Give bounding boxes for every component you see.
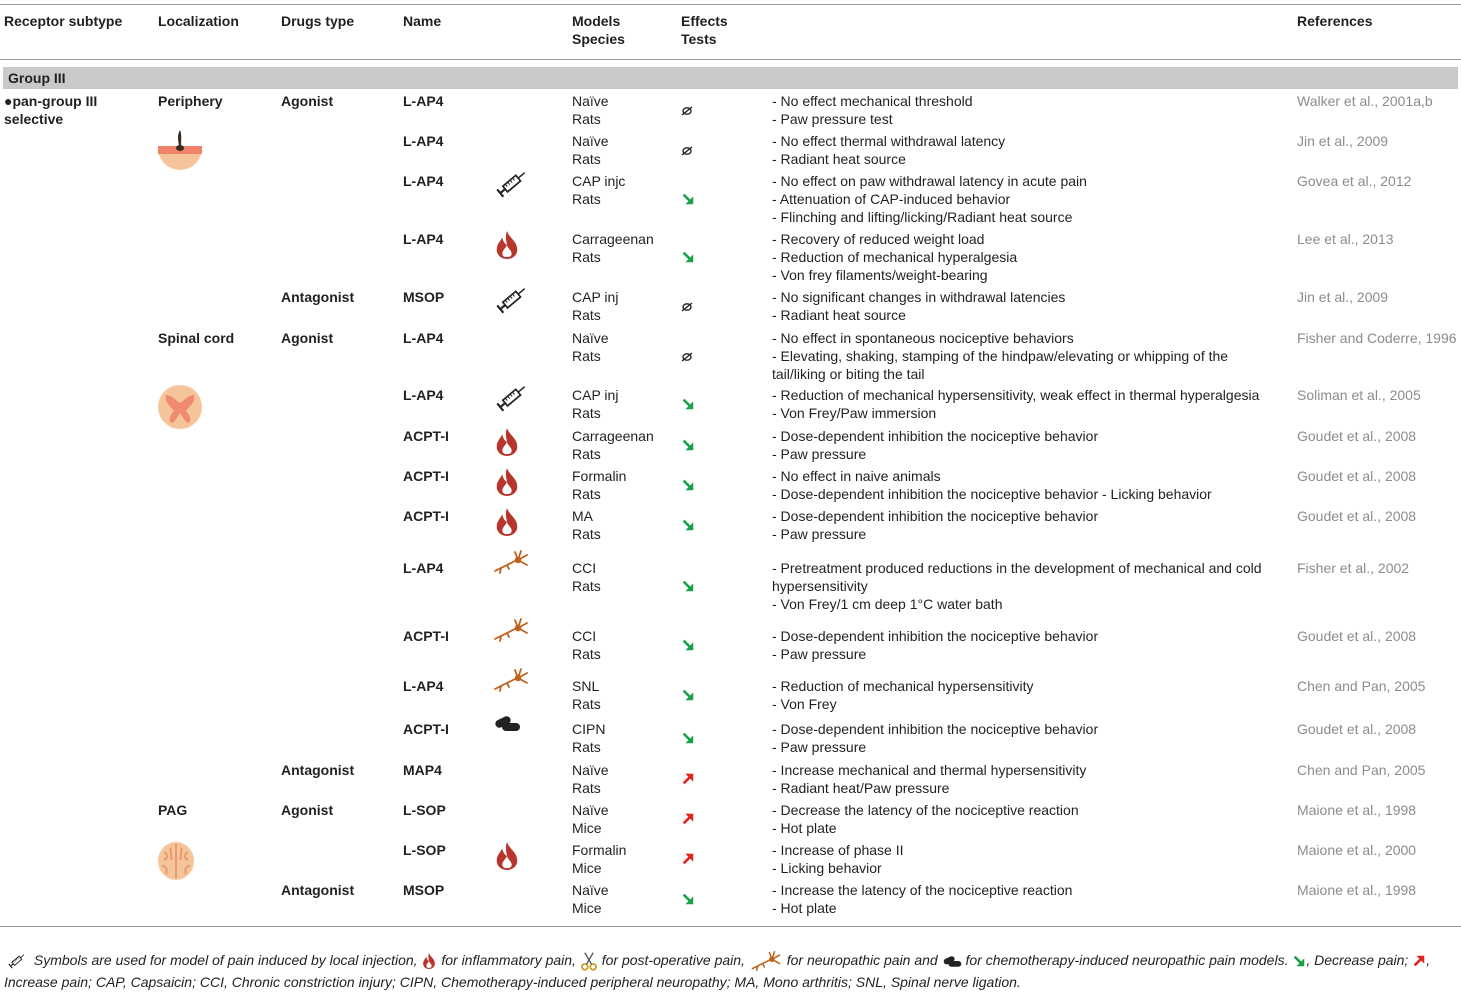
test-line: - Licking behavior xyxy=(772,860,882,876)
drug-name: L-AP4 xyxy=(403,231,444,247)
footnote-text-neuropathic: for neuropathic pain and xyxy=(786,952,938,968)
effect-tests xyxy=(772,92,973,128)
drug-type-antagonist: Antagonist xyxy=(281,289,355,305)
header-receptor: Receptor subtype xyxy=(4,13,123,29)
no-effect-icon xyxy=(681,143,693,161)
footnote-line1 xyxy=(4,950,1458,972)
model-species xyxy=(572,841,626,877)
species-label: Rats xyxy=(572,191,601,207)
footnote-line2: Increase pain; CAP, Capsaicin; CCI, Chronic constriction injury; CIPN, Chemotherapy-induced peripheral neuropathy; MA, Mono arthritis; SNL, Spinal nerve ligation. xyxy=(4,974,1021,991)
top-rule xyxy=(0,4,1461,5)
header-name: Name xyxy=(403,13,442,29)
decrease-arrow-icon xyxy=(681,892,695,911)
reference: Goudet et al., 2008 xyxy=(1297,468,1417,484)
test-line: - Attenuation of CAP-induced behavior xyxy=(772,191,1011,207)
test-line: - Pretreatment produced reductions in the development of mechanical and cold xyxy=(772,560,1262,576)
drug-type-agonist: Agonist xyxy=(281,330,334,346)
model-species xyxy=(572,386,618,422)
syringe-icon xyxy=(494,280,530,325)
decrease-arrow-icon xyxy=(1292,954,1306,968)
species-label: Mice xyxy=(572,860,602,876)
receptor-subtype xyxy=(4,92,97,128)
model-label: CAP inj xyxy=(572,387,619,403)
species-label: Rats xyxy=(572,526,601,542)
drug-type-antagonist: Antagonist xyxy=(281,762,355,778)
footnote-text-decrease: , Decrease pain; xyxy=(1306,952,1409,968)
model-label: Naïve xyxy=(572,330,609,346)
model-species xyxy=(572,677,601,713)
effect-tests xyxy=(772,801,1079,837)
location-periphery: Periphery xyxy=(158,93,223,109)
header-localization: Localization xyxy=(158,13,239,29)
syringe-icon xyxy=(494,164,530,209)
drug-type-antagonist: Antagonist xyxy=(281,882,355,898)
reference: Chen and Pan, 2005 xyxy=(1297,678,1426,694)
species-label: Mice xyxy=(572,820,602,836)
species-label: Rats xyxy=(572,646,601,662)
effect-tests xyxy=(772,559,1262,613)
species-label: Rats xyxy=(572,111,601,127)
effect-tests xyxy=(772,677,1033,713)
header-tests-line: Tests xyxy=(681,31,717,47)
drug-name: L-AP4 xyxy=(403,387,444,403)
model-label: MA xyxy=(572,508,593,524)
effect-tests xyxy=(772,761,1086,797)
test-line: - Increase of phase II xyxy=(772,842,904,858)
drug-name: MAP4 xyxy=(403,762,442,778)
species-label: Rats xyxy=(572,486,601,502)
header-references: References xyxy=(1297,13,1373,29)
header-models xyxy=(572,12,625,48)
effect-tests xyxy=(772,386,1259,422)
decrease-arrow-icon xyxy=(681,638,695,657)
decrease-arrow-icon xyxy=(681,478,695,497)
test-line: - Radiant heat source xyxy=(772,307,906,323)
reference: Maione et al., 2000 xyxy=(1297,842,1417,858)
footnote-text-injection: Symbols are used for model of pain induced by local injection, xyxy=(33,952,418,968)
reference: Govea et al., 2012 xyxy=(1297,173,1412,189)
species-label: Rats xyxy=(572,307,601,323)
reference: Walker et al., 2001a,b xyxy=(1297,93,1433,109)
flame-icon xyxy=(493,839,521,878)
model-label: Formalin xyxy=(572,842,627,858)
species-label: Rats xyxy=(572,578,601,594)
pills-icon xyxy=(942,954,962,968)
reference: Chen and Pan, 2005 xyxy=(1297,762,1426,778)
decrease-arrow-icon xyxy=(681,192,695,211)
flame-icon xyxy=(493,505,521,544)
test-line: - Von Frey xyxy=(772,696,837,712)
species-label: Rats xyxy=(572,696,601,712)
drug-name: L-AP4 xyxy=(403,678,444,694)
header-models-line: Models xyxy=(572,13,621,29)
test-line: - No significant changes in withdrawal latencies xyxy=(772,289,1066,305)
model-species xyxy=(572,92,609,128)
model-label: CCI xyxy=(572,628,597,644)
reference: Fisher et al., 2002 xyxy=(1297,560,1410,576)
receptor-subtype-line2: selective xyxy=(4,111,64,127)
location-pag: PAG xyxy=(158,802,188,818)
decrease-arrow-icon xyxy=(681,579,695,598)
test-line: - No effect in spontaneous nociceptive behaviors xyxy=(772,330,1074,346)
flame-icon xyxy=(421,951,437,971)
test-line: - Von Frey/Paw immersion xyxy=(772,405,937,421)
species-label: Rats xyxy=(572,739,601,755)
footnote xyxy=(4,950,1458,992)
header-effects-line: Effects xyxy=(681,13,728,29)
no-effect-icon xyxy=(681,349,693,367)
effect-tests xyxy=(772,720,1098,756)
species-label: Mice xyxy=(572,900,602,916)
model-label: SNL xyxy=(572,678,600,694)
reference: Lee et al., 2013 xyxy=(1297,231,1394,247)
species-label: Rats xyxy=(572,405,601,421)
footnote-text-inflammatory: for inflammatory pain, xyxy=(441,952,576,968)
model-label: Naïve xyxy=(572,802,609,818)
decrease-arrow-icon xyxy=(681,688,695,707)
flame-icon xyxy=(493,425,521,464)
model-species xyxy=(572,507,601,543)
drug-name: L-SOP xyxy=(403,842,446,858)
drug-name: ACPT-I xyxy=(403,628,449,644)
drug-name: L-AP4 xyxy=(403,330,444,346)
receptor-subtype-line1: pan-group III xyxy=(12,93,98,109)
model-label: Formalin xyxy=(572,468,627,484)
test-line: - Hot plate xyxy=(772,900,837,916)
species-label: Rats xyxy=(572,446,601,462)
neuron-icon xyxy=(493,667,529,698)
group-label: Group III xyxy=(8,70,66,86)
model-label: Naïve xyxy=(572,762,609,778)
increase-arrow-icon xyxy=(1412,954,1426,968)
header-drugs-type: Drugs type xyxy=(281,13,355,29)
test-line: - No effect thermal withdrawal latency xyxy=(772,133,1006,149)
species-label: Rats xyxy=(572,780,601,796)
drug-name: L-SOP xyxy=(403,802,446,818)
reference: Soliman et al., 2005 xyxy=(1297,387,1421,403)
test-line: - Reduction of mechanical hypersensitivity xyxy=(772,678,1034,694)
test-line: - Dose-dependent inhibition the nociceptive behavior xyxy=(772,628,1099,644)
drug-name: MSOP xyxy=(403,882,445,898)
test-line: - Dose-dependent inhibition the nociceptive behavior - Licking behavior xyxy=(772,486,1212,502)
test-line: - Recovery of reduced weight load xyxy=(772,231,985,247)
effect-tests xyxy=(772,230,1017,284)
no-effect-icon xyxy=(681,299,693,317)
syringe-icon xyxy=(494,378,530,423)
group-band xyxy=(3,67,1458,89)
drug-type-agonist: Agonist xyxy=(281,93,334,109)
drug-name: L-AP4 xyxy=(403,173,444,189)
drug-name: ACPT-I xyxy=(403,428,449,444)
test-line: - Increase mechanical and thermal hypersensitivity xyxy=(772,762,1087,778)
test-line: - Dose-dependent inhibition the nociceptive behavior xyxy=(772,508,1099,524)
reference: Goudet et al., 2008 xyxy=(1297,428,1417,444)
effect-tests xyxy=(772,427,1098,463)
species-label: Rats xyxy=(572,249,601,265)
reference: Jin et al., 2009 xyxy=(1297,289,1389,305)
test-line: - Radiant heat/Paw pressure xyxy=(772,780,950,796)
test-line: - Elevating, shaking, stamping of the hindpaw/elevating or whipping of the xyxy=(772,348,1229,364)
scissors-icon xyxy=(580,951,598,971)
model-species xyxy=(572,801,609,837)
decrease-arrow-icon xyxy=(681,438,695,457)
test-line: - No effect mechanical threshold xyxy=(772,93,973,109)
decrease-arrow-icon xyxy=(681,397,695,416)
model-label: Naïve xyxy=(572,93,609,109)
drug-name: ACPT-I xyxy=(403,508,449,524)
drug-type-agonist: Agonist xyxy=(281,802,334,818)
footnote-text-postop: for post-operative pain, xyxy=(601,952,745,968)
reference: Goudet et al., 2008 xyxy=(1297,721,1417,737)
effect-tests xyxy=(772,132,1005,168)
test-line: tail/liking or biting the tail xyxy=(772,366,925,382)
reference: Goudet et al., 2008 xyxy=(1297,508,1417,524)
flame-icon xyxy=(493,465,521,504)
effect-tests xyxy=(772,881,1072,917)
test-line: - Paw pressure xyxy=(772,739,867,755)
species-label: Rats xyxy=(572,348,601,364)
model-species xyxy=(572,761,609,797)
effect-tests xyxy=(772,627,1098,663)
model-species xyxy=(572,881,609,917)
test-line: - No effect in naive animals xyxy=(772,468,941,484)
test-line: - Decrease the latency of the nociceptive reaction xyxy=(772,802,1079,818)
reference: Goudet et al., 2008 xyxy=(1297,628,1417,644)
reference: Maione et al., 1998 xyxy=(1297,802,1417,818)
test-line: - Increase the latency of the nociceptive reaction xyxy=(772,882,1073,898)
test-line: - Dose-dependent inhibition the nociceptive behavior xyxy=(772,721,1099,737)
test-line: - Paw pressure test xyxy=(772,111,893,127)
test-line: - Von Frey/1 cm deep 1°C water bath xyxy=(772,596,1003,612)
no-effect-icon xyxy=(681,103,693,121)
decrease-arrow-icon xyxy=(681,731,695,750)
model-species xyxy=(572,132,609,168)
increase-arrow-icon xyxy=(681,812,695,831)
drug-name: MSOP xyxy=(403,289,445,305)
model-species xyxy=(572,230,654,266)
test-line: - Hot plate xyxy=(772,820,837,836)
model-species xyxy=(572,427,654,463)
drug-name: L-AP4 xyxy=(403,93,444,109)
increase-arrow-icon xyxy=(681,772,695,791)
model-species xyxy=(572,329,609,365)
drug-name: L-AP4 xyxy=(403,560,444,576)
test-line: - Paw pressure xyxy=(772,446,867,462)
test-line: - No effect on paw withdrawal latency in acute pain xyxy=(772,173,1087,189)
test-line: - Radiant heat source xyxy=(772,151,906,167)
model-label: Carrageenan xyxy=(572,231,654,247)
test-line: - Flinching and lifting/licking/Radiant heat source xyxy=(772,209,1073,225)
neuron-icon xyxy=(493,617,529,648)
decrease-arrow-icon xyxy=(681,518,695,537)
drug-name: ACPT-I xyxy=(403,468,449,484)
decrease-arrow-icon xyxy=(681,250,695,269)
effect-tests xyxy=(772,507,1098,543)
flame-icon xyxy=(493,228,521,267)
reference: Jin et al., 2009 xyxy=(1297,133,1389,149)
header-effects xyxy=(681,12,728,48)
neuron-icon xyxy=(749,950,783,972)
drug-name: ACPT-I xyxy=(403,721,449,737)
test-line: - Paw pressure xyxy=(772,646,867,662)
syringe-icon xyxy=(4,951,30,971)
bottom-rule xyxy=(0,926,1461,927)
location-spinal-cord: Spinal cord xyxy=(158,330,235,346)
brain-icon xyxy=(156,840,196,884)
footnote-text-chemo: for chemotherapy-induced neuropathic pain models. xyxy=(965,952,1289,968)
neuron-icon xyxy=(493,549,529,580)
model-species xyxy=(572,288,618,324)
model-species xyxy=(572,172,625,208)
effect-tests xyxy=(772,467,1212,503)
model-species xyxy=(572,720,605,756)
test-line: - Von frey filaments/weight-bearing xyxy=(772,267,988,283)
model-label: Carrageenan xyxy=(572,428,654,444)
skin-icon xyxy=(156,126,204,174)
spinal-cord-icon xyxy=(156,383,204,431)
test-line: - Reduction of mechanical hyperalgesia xyxy=(772,249,1018,265)
test-line: hypersensitivity xyxy=(772,578,868,594)
header-species-line: Species xyxy=(572,31,625,47)
bullet-icon: ● xyxy=(4,93,13,109)
model-species xyxy=(572,467,626,503)
model-label: CIPN xyxy=(572,721,606,737)
model-label: Naïve xyxy=(572,882,609,898)
reference: Maione et al., 1998 xyxy=(1297,882,1417,898)
model-label: CCI xyxy=(572,560,597,576)
test-line: - Dose-dependent inhibition the nociceptive behavior xyxy=(772,428,1099,444)
effect-tests xyxy=(772,329,1228,383)
reference: Fisher and Coderre, 1996 xyxy=(1297,330,1457,346)
header-rule xyxy=(0,59,1461,60)
effect-tests xyxy=(772,288,1065,324)
drug-name: L-AP4 xyxy=(403,133,444,149)
model-species xyxy=(572,559,601,595)
species-label: Rats xyxy=(572,151,601,167)
increase-arrow-icon xyxy=(681,852,695,871)
model-label: CAP injc xyxy=(572,173,626,189)
effect-tests xyxy=(772,841,904,877)
pills-icon xyxy=(493,714,521,737)
effect-tests xyxy=(772,172,1087,226)
test-line: - Reduction of mechanical hypersensitivity, weak effect in thermal hyperalgesia xyxy=(772,387,1260,403)
footnote-text-comma: , xyxy=(1426,952,1431,968)
model-label: Naïve xyxy=(572,133,609,149)
test-line: - Paw pressure xyxy=(772,526,867,542)
model-label: CAP inj xyxy=(572,289,619,305)
model-species xyxy=(572,627,601,663)
